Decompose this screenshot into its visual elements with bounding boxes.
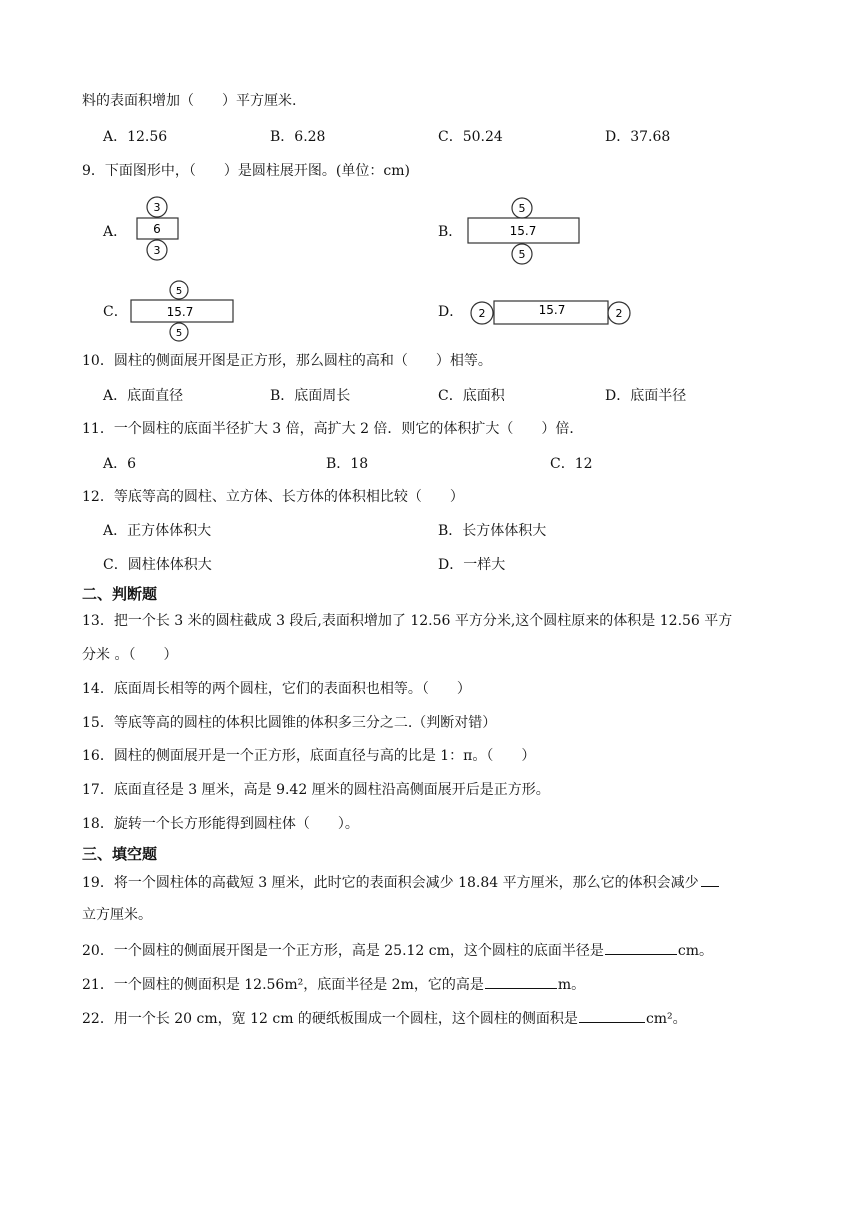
q21-text: 21．一个圆柱的侧面积是 12.56m²，底面半径是 2m，它的高是: [82, 977, 484, 993]
q8-option-c: C．50.24: [438, 129, 503, 145]
q9-fig-b-diagram: [465, 196, 585, 268]
q11-option-c: C．12: [550, 456, 593, 472]
q9-fig-a-rect-label: 6: [153, 222, 161, 236]
q9-fig-d-rect-label: 15.7: [538, 303, 566, 317]
q12-option-d: D．一样大: [438, 557, 506, 573]
q22-answer-blank[interactable]: [579, 1007, 645, 1023]
section-true-false-heading: 二、判断题: [82, 585, 158, 603]
q17-text: 17．底面直径是 3 厘米，高是 9.42 厘米的圆柱沿高侧面展开后是正方形。: [82, 782, 550, 798]
q20-unit: cm。: [677, 943, 714, 959]
q16-text: 16．圆柱的侧面展开是一个正方形，底面直径与高的比是 1：π。（ ）: [82, 748, 536, 764]
q8-option-a: A．12.56: [103, 129, 168, 145]
q20-line: [82, 939, 713, 961]
q9-text: 9．下面图形中，（ ）是圆柱展开图。(单位：cm): [82, 163, 410, 179]
q9-fig-d-label: D．: [438, 304, 464, 320]
q9-fig-d-diagram: [468, 296, 636, 328]
q18-text: 18．旋转一个长方形能得到圆柱体（ ）。: [82, 816, 359, 832]
q13-text-line1: 13．把一个长 3 米的圆柱截成 3 段后,表面积增加了 12.56 平方分米,这个圆柱原来的体积是 12.56 平方: [82, 613, 733, 629]
q9-fig-c-label: C．: [103, 304, 128, 320]
q12-option-c: C．圆柱体体积大: [103, 557, 212, 573]
q9-fig-c-circle-top: 5: [175, 286, 183, 297]
q9-fig-c-diagram: [128, 280, 238, 344]
q21-answer-blank[interactable]: [485, 973, 557, 989]
q14-text: 14．底面周长相等的两个圆柱，它们的表面积也相等。（ ）: [82, 681, 471, 697]
q12-option-b: B．长方体体积大: [438, 523, 547, 539]
q20-answer-blank[interactable]: [605, 939, 677, 955]
q22-text: 22．用一个长 20 cm，宽 12 cm 的硬纸板围成一个圆柱，这个圆柱的侧面积是: [82, 1011, 578, 1027]
q9-fig-b-circle-bottom: 5: [518, 248, 526, 261]
q10-option-b: B．底面周长: [270, 388, 351, 404]
q21-line: [82, 973, 585, 995]
q9-fig-d-circle-left: 2: [478, 307, 486, 320]
q11-text: 11．一个圆柱的底面半径扩大 3 倍，高扩大 2 倍．则它的体积扩大（ ）倍．: [82, 421, 584, 437]
q9-fig-b-label: B．: [438, 224, 463, 240]
q19-text-line1: [82, 871, 719, 893]
q10-text: 10．圆柱的侧面展开图是正方形，那么圆柱的高和（ ）相等。: [82, 353, 492, 369]
q19-answer-blank[interactable]: [701, 871, 719, 887]
q9-fig-a-label: A．: [103, 224, 128, 240]
q9-fig-d-circle-right: 2: [615, 307, 623, 320]
q9-fig-c-rect-label: 15.7: [166, 305, 194, 319]
q9-fig-b-rect-label: 15.7: [509, 224, 537, 238]
q8-text: 料的表面积增加（ ）平方厘米.: [82, 93, 297, 109]
q10-option-d: D．底面半径: [605, 388, 687, 404]
q8-option-d: D．37.68: [605, 129, 671, 145]
section-fill-in-heading: 三、填空题: [82, 845, 158, 863]
q22-line: [82, 1007, 687, 1029]
q12-option-a: A．正方体体积大: [103, 523, 212, 539]
q19-text-line2: 立方厘米。: [82, 907, 152, 923]
q19-text: 19．将一个圆柱体的高截短 3 厘米，此时它的表面积会减少 18.84 平方厘米，那么它的体积会减少: [82, 875, 699, 891]
q9-fig-a-circle-bottom: 3: [153, 244, 161, 257]
q13-text-line2: 分米 。（ ）: [82, 647, 178, 663]
q15-text: 15．等底等高的圆柱的体积比圆锥的体积多三分之二.（判断对错）: [82, 715, 497, 731]
q20-text: 20．一个圆柱的侧面展开图是一个正方形，高是 25.12 cm，这个圆柱的底面半径是: [82, 943, 604, 959]
q22-unit: cm²。: [645, 1011, 687, 1027]
q11-option-a: A．6: [103, 456, 137, 472]
q10-option-a: A．底面直径: [103, 388, 184, 404]
q8-option-b: B．6.28: [270, 129, 326, 145]
q11-option-b: B．18: [326, 456, 369, 472]
q21-unit: m。: [557, 977, 586, 993]
q9-fig-a-circle-top: 3: [153, 201, 161, 214]
q10-option-c: C．底面积: [438, 388, 505, 404]
q9-fig-a-diagram: [130, 196, 190, 266]
q12-text: 12．等底等高的圆柱、立方体、长方体的体积相比较（ ）: [82, 489, 464, 505]
q9-fig-c-circle-bottom: 5: [175, 328, 183, 339]
q9-fig-b-circle-top: 5: [518, 202, 526, 215]
